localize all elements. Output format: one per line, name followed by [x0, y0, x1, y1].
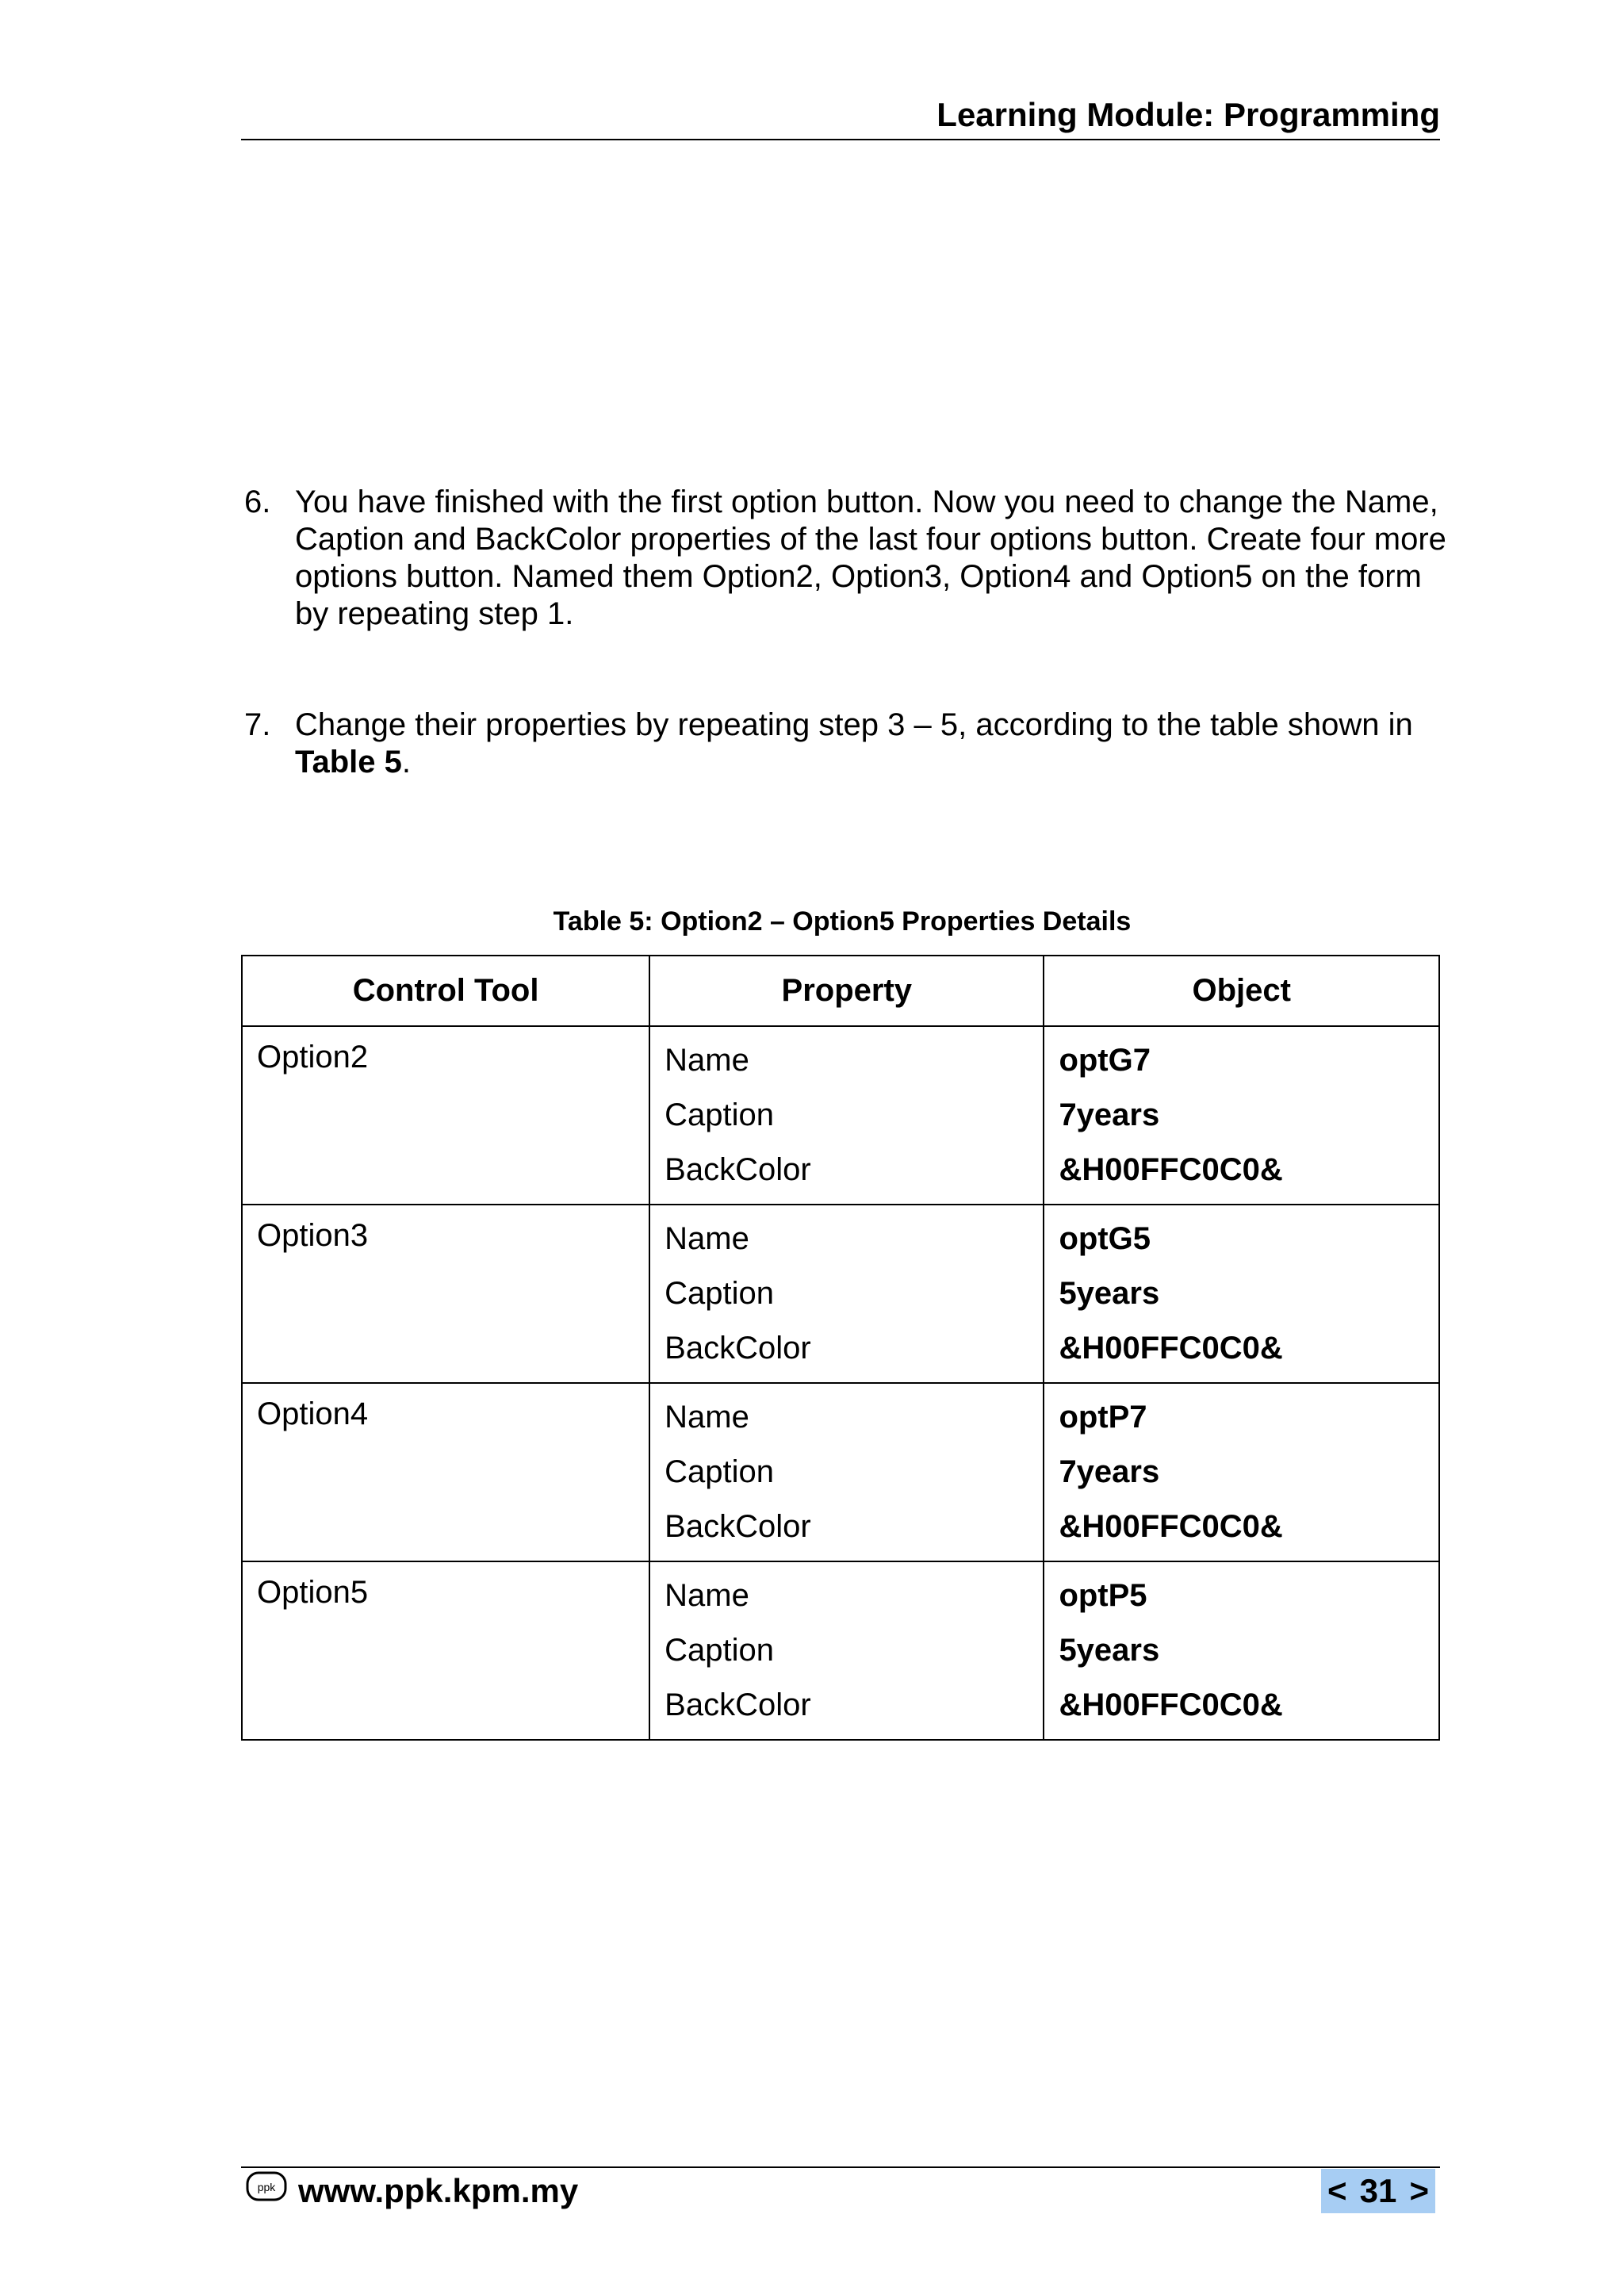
step-6: [244, 484, 1450, 633]
step-text-end: .: [401, 745, 411, 780]
property-name: Name: [665, 1043, 749, 1078]
property-caption: Caption: [665, 1098, 775, 1132]
object-backcolor: &H00FFC0C0&: [1059, 1687, 1283, 1722]
table-row: [242, 1383, 1439, 1561]
step-text: You have finished with the first option button. Now you need to change the Name, Caption and BackColor properties of the last four options button. Create four more options button. Named them Option2, Option3, Option4 and Option5 on the form by repeating step 1.: [295, 485, 1446, 631]
property-cell: [649, 1561, 1044, 1740]
footer-url-link[interactable]: www.ppk.kpm.my: [298, 2172, 579, 2209]
property-cell: [649, 1026, 1044, 1205]
header-title: Learning Module: Programming: [936, 96, 1440, 133]
table-row: [242, 1205, 1439, 1383]
object-caption: 7years: [1059, 1454, 1160, 1489]
object-cell: [1044, 1026, 1439, 1205]
object-caption: 5years: [1059, 1633, 1160, 1668]
table-row: [242, 1561, 1439, 1740]
table-header-row: [242, 956, 1439, 1026]
step-7: [244, 707, 1450, 781]
property-name: Name: [665, 1578, 749, 1613]
object-cell: [1044, 1205, 1439, 1383]
property-caption: Caption: [665, 1633, 775, 1668]
control-cell: Option5: [242, 1561, 649, 1740]
step-number: 7.: [244, 707, 271, 742]
object-caption: 5years: [1059, 1276, 1160, 1311]
object-cell: [1044, 1561, 1439, 1740]
control-cell: Option2: [242, 1026, 649, 1205]
control-cell: Option4: [242, 1383, 649, 1561]
header-property: Property: [649, 956, 1044, 1026]
header-control-tool: Control Tool: [242, 956, 649, 1026]
header-rule: [241, 139, 1440, 140]
object-name: optP5: [1059, 1578, 1147, 1613]
next-page-button[interactable]: >: [1409, 2172, 1429, 2209]
object-name: optG7: [1059, 1043, 1151, 1078]
control-cell: Option3: [242, 1205, 649, 1383]
page-number: 31: [1359, 2172, 1397, 2209]
object-name: optG5: [1059, 1221, 1151, 1256]
page-indicator: [1321, 2169, 1435, 2213]
prev-page-button[interactable]: <: [1327, 2172, 1347, 2209]
property-caption: Caption: [665, 1276, 775, 1311]
table-caption: Table 5: Option2 – Option5 Properties Details: [553, 906, 1132, 937]
ppk-logo-icon: [246, 2171, 287, 2203]
property-cell: [649, 1383, 1044, 1561]
step-text-part: Change their properties by repeating step 3 – 5, according to the table shown in: [295, 707, 1413, 742]
table-reference: Table 5: [295, 745, 402, 780]
table-row: [242, 1026, 1439, 1205]
properties-table: [241, 955, 1440, 1741]
object-cell: [1044, 1383, 1439, 1561]
property-backcolor: BackColor: [665, 1152, 811, 1187]
step-number: 6.: [244, 485, 271, 519]
property-backcolor: BackColor: [665, 1331, 811, 1366]
property-name: Name: [665, 1400, 749, 1435]
object-backcolor: &H00FFC0C0&: [1059, 1152, 1283, 1187]
footer-rule: [241, 2166, 1440, 2168]
property-backcolor: BackColor: [665, 1509, 811, 1544]
object-caption: 7years: [1059, 1098, 1160, 1132]
step-text: [295, 707, 1450, 781]
property-backcolor: BackColor: [665, 1687, 811, 1722]
property-name: Name: [665, 1221, 749, 1256]
header-object: Object: [1044, 956, 1439, 1026]
property-caption: Caption: [665, 1454, 775, 1489]
property-cell: [649, 1205, 1044, 1383]
logo-text: ppk: [257, 2181, 276, 2193]
object-name: optP7: [1059, 1400, 1147, 1435]
object-backcolor: &H00FFC0C0&: [1059, 1509, 1283, 1544]
object-backcolor: &H00FFC0C0&: [1059, 1331, 1283, 1366]
